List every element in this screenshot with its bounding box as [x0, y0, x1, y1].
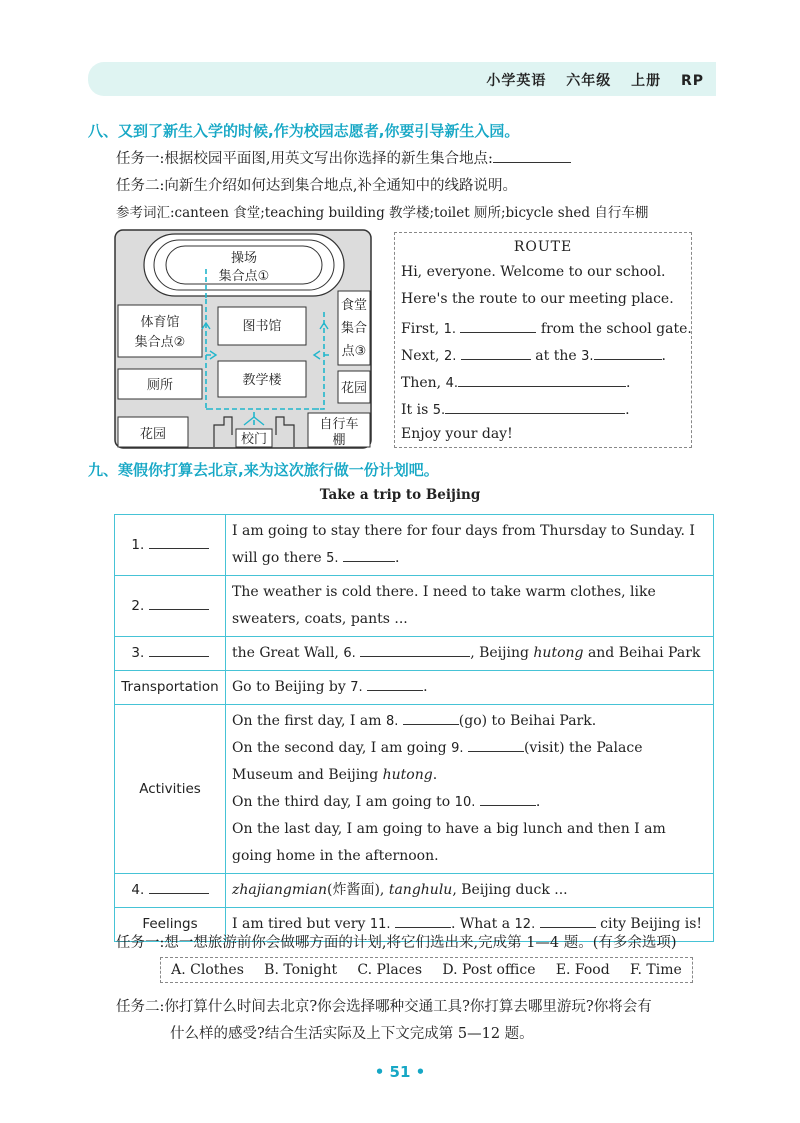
route-blank-5[interactable]	[445, 399, 625, 414]
feel-text-b: . What a	[451, 916, 511, 932]
header	[472, 70, 704, 90]
map-canteen-3: 点③	[341, 344, 367, 359]
row6-num: 4.	[131, 882, 145, 898]
section9-task2-line2: 什么样的感受?结合生活实际及上下文完成第 5—12 题。	[170, 1026, 534, 1042]
q12: 12.	[514, 917, 536, 932]
food-text-b: , Beijing duck ...	[452, 882, 568, 898]
row4-q7: 7.	[350, 680, 363, 695]
blank-12[interactable]	[540, 913, 596, 928]
food-zhajiangmian: zhajiangmian	[232, 882, 327, 898]
row4-text: Go to Beijing by	[232, 679, 346, 695]
section8-task1	[116, 147, 571, 168]
route-it-is: It is	[401, 402, 429, 418]
route-line1: Hi, everyone. Welcome to our school.	[401, 264, 666, 280]
table-row	[115, 637, 714, 671]
route-blank-1[interactable]	[460, 318, 536, 333]
page-number: • 51 •	[374, 1063, 426, 1081]
food-tanghulu: tanghulu	[388, 882, 453, 898]
row2-content: The weather is cold there. I need to take warm clothes, like sweaters, coats, pants ...	[226, 576, 714, 637]
table-row	[115, 671, 714, 705]
food-text-a: (炸酱面),	[327, 882, 385, 898]
row3-text-b: , Beijing	[470, 645, 529, 661]
row3-content	[226, 637, 714, 671]
route-num4: 4.	[445, 376, 458, 391]
activity-day4: On the last day, I am going to have a big lunch and then I am going home in the afternoon.	[232, 821, 666, 864]
option-c[interactable]: C. Places	[357, 962, 423, 978]
map-canteen-2: 集合	[340, 321, 368, 336]
route-line4: Next, 2. at the 3. .	[401, 345, 666, 364]
row6-blank[interactable]	[149, 879, 209, 894]
row7-label: Feelings	[115, 908, 226, 942]
row4-label: Transportation	[115, 671, 226, 705]
route-blank-3[interactable]	[594, 345, 662, 360]
row2-label	[115, 576, 226, 637]
blank-10[interactable]	[480, 791, 536, 806]
row3-blank[interactable]	[149, 642, 209, 657]
route-then: Then,	[401, 375, 442, 391]
feel-text-a: I am tired but very	[232, 916, 366, 932]
section9-title: 九、寒假你打算去北京,来为这次旅行做一份计划吧。	[88, 461, 439, 479]
row3-num: 3.	[131, 645, 145, 661]
route-first: First,	[401, 321, 440, 337]
section9-task2-line1: 任务二:你打算什么时间去北京?你会选择哪种交通工具?你打算去哪里游玩?你将会有	[116, 999, 652, 1015]
section8-task2: 任务二:向新生介绍如何达到集合地点,补全通知中的线路说明。	[116, 178, 517, 194]
blank-6[interactable]	[360, 642, 470, 657]
blank-9[interactable]	[468, 737, 524, 752]
day1-text-b: (go) to Beihai Park.	[458, 713, 597, 729]
option-e[interactable]: E. Food	[555, 962, 610, 978]
day1-text-a: On the first day, I am	[232, 713, 382, 729]
route-from-gate: from the school gate.	[540, 321, 692, 337]
map-gate: 校门	[240, 432, 268, 447]
row3-text-a: the Great Wall,	[232, 645, 339, 661]
table-row	[115, 576, 714, 637]
section8-vocab: 参考词汇:canteen 食堂;teaching building 教学楼;toilet 厕所;bicycle shed 自行车棚	[116, 205, 649, 221]
map-garden-left: 花园	[139, 427, 167, 442]
map-point1: 集合点①	[218, 269, 270, 284]
map-garden-right: 花园	[340, 381, 368, 396]
option-d[interactable]: D. Post office	[442, 962, 536, 978]
row1-num: 1.	[131, 536, 145, 553]
header-grade: 六年级	[566, 73, 612, 89]
blank-11[interactable]	[395, 913, 451, 928]
table-row	[115, 705, 714, 874]
route-line6: It is 5. .	[401, 399, 630, 418]
q11: 11.	[369, 917, 391, 932]
blank-7[interactable]	[367, 676, 423, 691]
route-num3: 3.	[581, 349, 594, 364]
map-playground: 操场	[230, 251, 258, 266]
row6-content	[226, 874, 714, 908]
row1-label	[115, 515, 226, 576]
day2-hutong: hutong	[382, 767, 433, 783]
row5-label: Activities	[115, 705, 226, 874]
row2-num: 2.	[131, 597, 145, 614]
map-gym: 体育馆	[140, 315, 180, 330]
route-line3	[401, 318, 692, 337]
route-line2: Here's the route to our meeting place.	[401, 291, 674, 307]
day3-text: On the third day, I am going to	[232, 794, 451, 810]
activity-day3: On the third day, I am going to 10. .	[232, 789, 707, 816]
day2-text-a: On the second day, I am going	[232, 740, 447, 756]
answer-blank-place[interactable]	[493, 148, 571, 163]
activity-day1	[232, 708, 707, 735]
row3-text-c: and Beihai Park	[587, 645, 701, 661]
row3-label	[115, 637, 226, 671]
day2-text-b: (visit) the Palace Museum and Beijing	[232, 740, 643, 783]
campus-map	[114, 229, 372, 449]
map-point2: 集合点②	[134, 335, 186, 350]
row4-content: Go to Beijing by 7. .	[226, 671, 714, 705]
route-line7: Enjoy your day!	[401, 426, 513, 442]
blank-5[interactable]	[343, 547, 395, 562]
header-edition: RP	[680, 73, 704, 89]
route-num2: 2.	[443, 349, 457, 364]
row5-content	[226, 705, 714, 874]
row6-label	[115, 874, 226, 908]
options-box	[160, 957, 693, 983]
map-toilet: 厕所	[146, 378, 174, 393]
row1-content: I am going to stay there for four days from Thursday to Sunday. I will go there 5. .	[226, 515, 714, 576]
blank-8[interactable]	[403, 710, 459, 725]
section8-title: 八、又到了新生入学的时候,作为校园志愿者,你要引导新生入园。	[88, 122, 520, 140]
map-teaching: 教学楼	[242, 373, 282, 388]
route-line5: Then, 4. .	[401, 372, 630, 391]
row2-blank[interactable]	[149, 595, 209, 610]
row3-q6: 6.	[343, 646, 356, 661]
route-num5: 5.	[432, 403, 446, 418]
table-row	[115, 515, 714, 576]
map-canteen-1: 食堂	[340, 298, 368, 313]
row1-q5: 5.	[326, 551, 339, 566]
route-title: ROUTE	[513, 239, 573, 255]
trip-plan-table	[114, 514, 714, 942]
header-subject: 小学英语	[486, 73, 547, 89]
row1-text: I am going to stay there for four days from Thursday to Sunday. I will go there	[232, 523, 695, 566]
route-notice	[394, 232, 692, 448]
trip-title: Take a trip to Beijing	[319, 487, 481, 503]
q8: 8.	[385, 714, 399, 729]
route-num1: 1.	[443, 322, 457, 337]
activity-day2: On the second day, I am going 9. (visit) the Palace Museum and Beijing hutong.	[232, 735, 707, 789]
route-blank-4[interactable]	[458, 372, 626, 387]
route-blank-2[interactable]	[461, 345, 531, 360]
option-b[interactable]: B. Tonight	[264, 962, 338, 978]
table-row	[115, 874, 714, 908]
map-bike-1: 自行车	[319, 417, 359, 432]
map-library: 图书馆	[242, 319, 282, 334]
task1-text: 任务一:根据校园平面图,用英文写出你选择的新生集合地点:	[116, 151, 493, 167]
row1-blank[interactable]	[149, 534, 209, 549]
map-bike-2: 棚	[332, 433, 346, 448]
option-f[interactable]: F. Time	[629, 962, 682, 978]
route-next: Next,	[401, 348, 440, 364]
route-at-the: at the	[535, 348, 577, 364]
feel-text-c: city Beijing is!	[600, 916, 703, 932]
q9: 9.	[451, 741, 464, 756]
header-volume: 上册	[631, 73, 662, 89]
row3-hutong: hutong	[533, 645, 584, 661]
q10: 10.	[454, 795, 476, 810]
section9-task1: 任务一:想一想旅游前你会做哪方面的计划,将它们选出来,完成第 1—4 题。(有多余选项)	[116, 935, 677, 951]
option-a[interactable]: A. Clothes	[171, 962, 244, 978]
